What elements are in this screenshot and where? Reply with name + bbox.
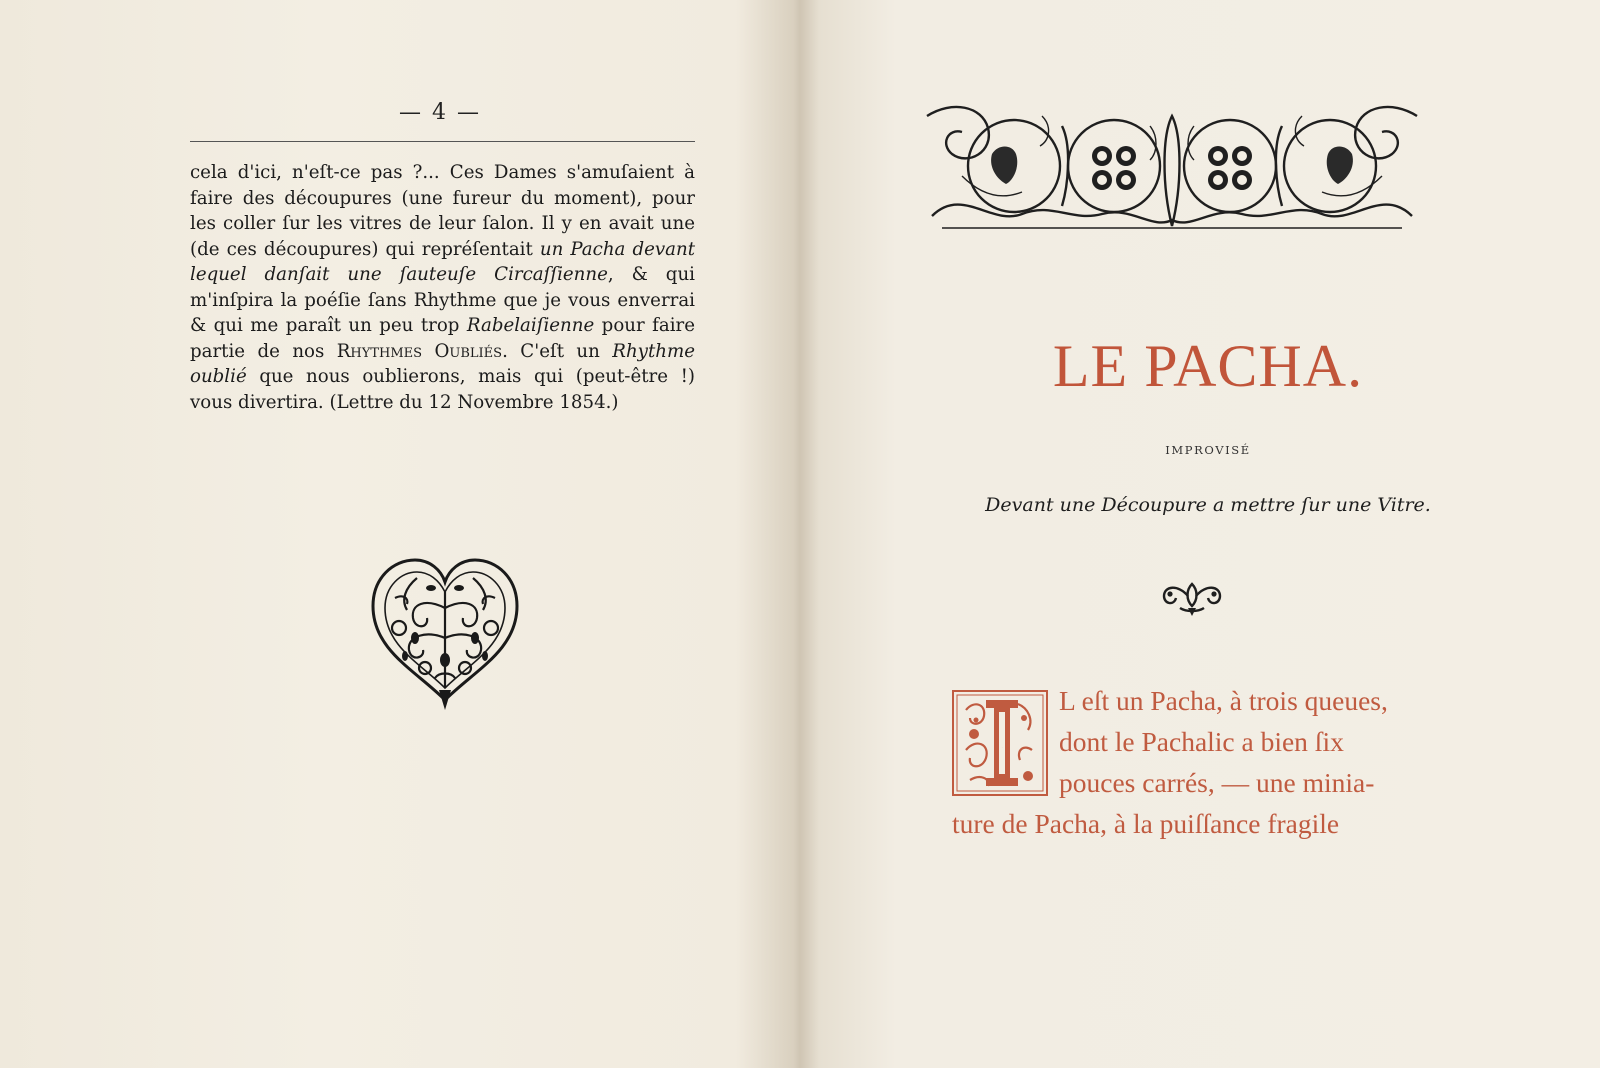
fleuron-icon — [1158, 578, 1226, 618]
poem-line: ture de Pacha, à la puiſſance fragile — [952, 808, 1340, 839]
italic-run: un Pacha devant lequel danſait une ſauteuſe Circaſſienne — [190, 238, 696, 285]
poem-line: L eſt un Pacha, à trois queues, — [1059, 685, 1388, 716]
poem-title: LE PACHA. — [1052, 333, 1364, 399]
text-run: , & qui m'inſpira la poéſie ſans Rhythme que je vous enverrai & qui me paraît un peu trop — [190, 264, 695, 336]
italic-run: Rhythme oublié — [190, 340, 695, 387]
small-caps-run: Rhythmes Oubliés — [336, 340, 503, 362]
text-run: pour faire partie de nos — [190, 315, 695, 362]
text-run: cela d'ici, n'eſt-ce pas ?... Ces Dames s'amuſaient à faire des découpures (une fureur du moment), pour les coller ſur les vitres de leur ſalon. Il y en avait une (de ces découpures) qui repréſentait — [190, 162, 695, 260]
header-rule — [190, 141, 695, 142]
letter-paragraph — [190, 160, 695, 415]
text-run: que nous oublierons, mais qui (peut-être !) vous divertira. (Lettre du 12 Novembre 1854.) — [190, 366, 695, 413]
poem-subtitle: Devant une Découpure a mettre ſur une Vitre. — [985, 494, 1431, 516]
page-number: — 4 — — [399, 100, 481, 125]
text-run: . C'eſt un — [502, 340, 613, 362]
poem-kicker: IMPROVISÉ — [1165, 443, 1251, 457]
headband-ornament-icon — [922, 96, 1422, 241]
poem-body — [952, 680, 1442, 844]
poem-line: pouces carrés, — une minia- — [1059, 767, 1375, 798]
paragraph-text — [190, 160, 695, 415]
heart-ornament-icon — [355, 538, 535, 718]
dropcap-letter: I — [1001, 748, 1003, 749]
italic-run: Rabelaiſienne — [466, 315, 595, 336]
poem-line: dont le Pachalic a bien ſix — [1059, 726, 1344, 757]
